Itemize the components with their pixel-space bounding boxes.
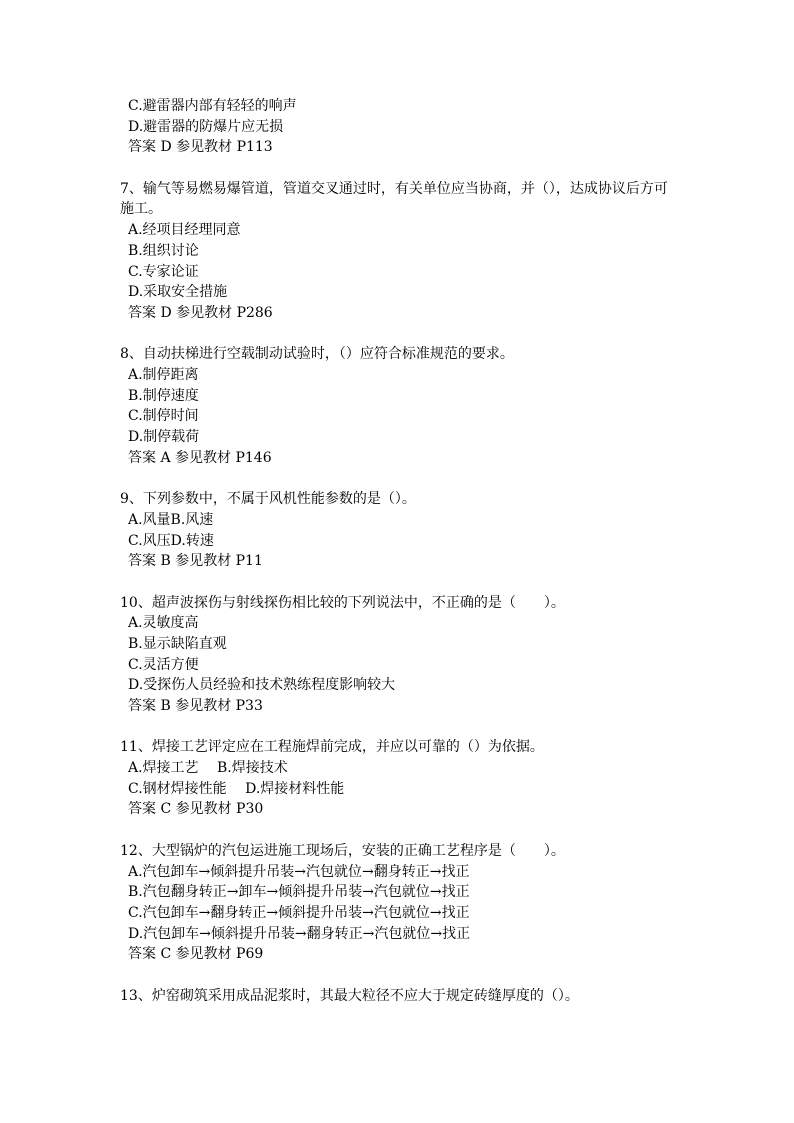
question-10 xyxy=(120,593,680,717)
answer-line: 答案 D 参见教材 P113 xyxy=(128,139,273,156)
option-ab: A.风量B.风速 xyxy=(128,511,214,528)
spacer xyxy=(120,965,680,986)
answer-line: 答案 B 参见教材 P33 xyxy=(128,698,263,715)
question-8 xyxy=(120,344,680,468)
question-9 xyxy=(120,489,680,572)
question-stem: 8、自动扶梯进行空载制动试验时，（）应符合标准规范的要求。 xyxy=(120,346,514,363)
question-stem: 12、大型锅炉的汽包运进施工现场后，安装的正确工艺程序是（ ）。 xyxy=(120,842,565,859)
option-a: A.汽包卸车→倾斜提升吊装→汽包就位→翻身转正→找正 xyxy=(128,863,470,880)
question-stem: 10、超声波探伤与射线探伤相比较的下列说法中，不正确的是（ ）。 xyxy=(120,594,565,611)
answer-line: 答案 D 参见教材 P286 xyxy=(128,304,273,321)
option-b: B.显示缺陷直观 xyxy=(128,635,227,652)
question-13 xyxy=(120,986,680,1007)
option-a: A.灵敏度高 xyxy=(128,615,199,632)
question-stem: 13、炉窑砌筑采用成品泥浆时，其最大粒径不应大于规定砖缝厚度的（）。 xyxy=(120,987,579,1004)
option-c: C.制停时间 xyxy=(128,408,199,425)
question-12 xyxy=(120,841,680,965)
option-d: D.受探伤人员经验和技术熟练程度影响较大 xyxy=(128,677,396,694)
spacer xyxy=(120,572,680,593)
spacer xyxy=(120,324,680,345)
question-stem: 7、输气等易燃易爆管道，管道交叉通过时，有关单位应当协商，并（），达成协议后方可施工。 xyxy=(120,180,668,218)
question-list xyxy=(120,96,680,1006)
question-11 xyxy=(120,737,680,820)
option-cd: C.钢材焊接性能 D.焊接材料性能 xyxy=(128,780,345,797)
option-c: C.专家论证 xyxy=(128,263,199,280)
option-d: D.制停载荷 xyxy=(128,429,200,446)
option-cd: C.风压D.转速 xyxy=(128,532,214,549)
spacer xyxy=(120,468,680,489)
option-b: B.制停速度 xyxy=(128,387,199,404)
option-ab: A.焊接工艺 B.焊接技术 xyxy=(128,760,288,777)
option-b: B.组织讨论 xyxy=(128,242,199,259)
option-c: C.灵活方便 xyxy=(128,656,199,673)
spacer xyxy=(120,717,680,738)
option-a: A.经项目经理同意 xyxy=(128,222,241,239)
answer-line: 答案 C 参见教材 P69 xyxy=(128,946,264,963)
option: C.避雷器内部有轻轻的响声 xyxy=(128,98,297,114)
option-a: A.制停距离 xyxy=(128,366,199,383)
question-7 xyxy=(120,179,680,324)
spacer xyxy=(120,158,680,179)
option-d: D.采取安全措施 xyxy=(128,284,228,301)
option: D.避雷器的防爆片应无损 xyxy=(128,118,284,135)
option-b: B.汽包翻身转正→卸车→倾斜提升吊装→汽包就位→找正 xyxy=(128,884,470,901)
option-d: D.汽包卸车→倾斜提升吊装→翻身转正→汽包就位→找正 xyxy=(128,925,471,942)
answer-line: 答案 B 参见教材 P11 xyxy=(128,553,263,570)
carryover-block xyxy=(120,96,680,158)
spacer xyxy=(120,820,680,841)
answer-line: 答案 A 参见教材 P146 xyxy=(128,449,272,466)
option-c: C.汽包卸车→翻身转正→倾斜提升吊装→汽包就位→找正 xyxy=(128,904,470,921)
question-stem: 9、下列参数中，不属于风机性能参数的是（）。 xyxy=(120,491,416,508)
answer-line: 答案 C 参见教材 P30 xyxy=(128,801,264,818)
question-stem: 11、焊接工艺评定应在工程施焊前完成，并应以可靠的（）为依据。 xyxy=(120,739,544,756)
